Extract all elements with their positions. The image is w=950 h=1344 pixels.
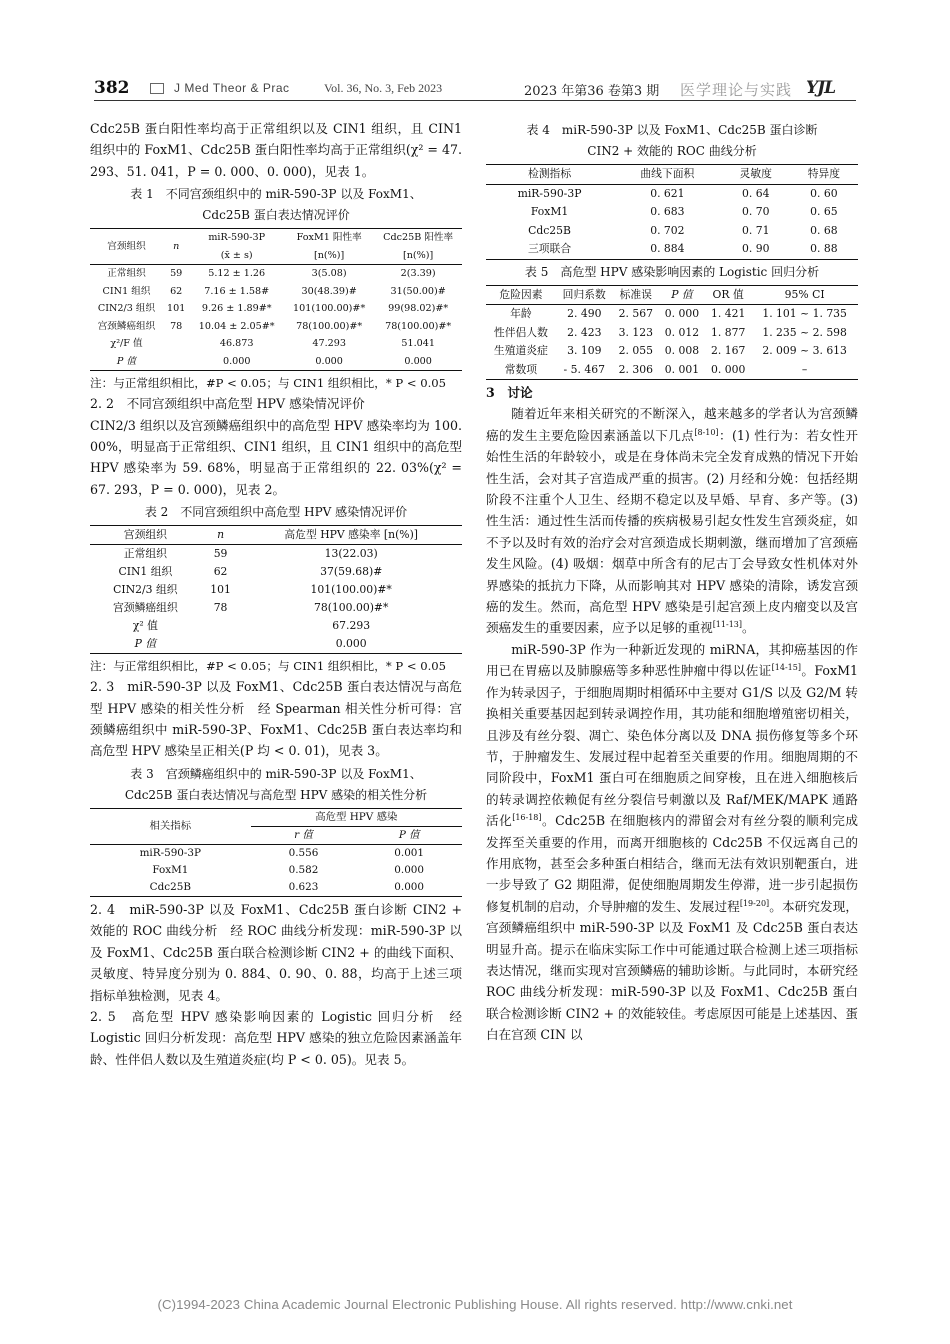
table-row xyxy=(486,222,858,241)
table-row xyxy=(90,283,462,301)
cell: 0. 884 xyxy=(613,240,722,259)
cell: 101(100.00)#* xyxy=(293,303,366,315)
cell xyxy=(163,353,189,371)
table-row xyxy=(486,184,858,203)
cell: 78(100.00)#* xyxy=(296,320,363,332)
page-number: 382 xyxy=(94,78,130,98)
cell: 30(48.39)# xyxy=(301,285,357,297)
cell: P 值 xyxy=(90,635,201,654)
table-row xyxy=(90,300,462,318)
cell: CIN2/3 组织 xyxy=(97,303,156,315)
cell: 3. 109 xyxy=(567,344,602,357)
cell: 0. 64 xyxy=(742,186,770,200)
header-rule xyxy=(94,100,856,101)
cell: 0. 68 xyxy=(810,223,838,237)
cell: 0.000 xyxy=(394,863,425,876)
table-row xyxy=(90,844,462,862)
cell: 3. 123 xyxy=(618,325,653,339)
cell: 2. 009 ~ 3. 613 xyxy=(762,344,847,357)
cell: 0.000 xyxy=(284,353,374,371)
cell: 性伴侣人数 xyxy=(493,325,548,339)
cell: 59 xyxy=(213,547,228,561)
table5-caption: 表 5 高危型 HPV 感染影响因素的 Logistic 回归分析 xyxy=(524,264,820,279)
volume-info: Vol. 36, No. 3, Feb 2023 xyxy=(324,81,443,95)
cell: 101 xyxy=(167,303,186,315)
cell: 1. 235 ~ 2. 598 xyxy=(762,325,847,339)
discussion-paragraph-2 xyxy=(486,639,858,1046)
citation: [16-18] xyxy=(512,812,542,822)
d2-part-b: 。FoxM1 作为转录因子，于细胞周期时相循环中主要对 G1/S 以及 G2/M 转换相关重要基因起到转录调控作用，其功能和细胞增殖密切相关，且涉及有丝分裂、凋亡、染色体分离以及 DNA 损伤修复等多个环节，于肿瘤发生、发展过程中起着至关重要的作用。细胞周期的不同阶段中，FoxM1 蛋白可在细胞质之间穿梭，且在进入细胞核后的转录调控依赖促有丝分裂信号刺激以及 Raf/MEK/MAPK 通路活化 xyxy=(486,663,858,829)
t2-h-group: 宫颈组织 xyxy=(90,526,201,545)
table-row xyxy=(90,265,462,283)
table-row xyxy=(90,617,462,635)
t1-h-foxm1: FoxM1 阳性率 xyxy=(284,229,374,247)
t1-h-mir: miR-590-3P xyxy=(189,229,284,247)
cell: FoxM1 xyxy=(530,205,569,218)
table3-caption xyxy=(90,764,462,806)
table-row xyxy=(90,563,462,581)
cell: 0.000 xyxy=(374,353,462,371)
issue-info-cn: 2023 年第36 卷第3 期 xyxy=(524,84,660,99)
cell: 2. 306 xyxy=(613,361,659,380)
cell: 0. 65 xyxy=(810,205,838,218)
cell: 1. 877 xyxy=(710,325,746,339)
table1-caption-line2: Cdc25B 蛋白表达情况评价 xyxy=(202,208,350,223)
cell: – xyxy=(751,361,858,380)
d1-part-a: 随着近年来相关研究的不断深入，越来越多的学者认为宫颈鳞癌的发生主要危险因素涵盖以下几点 xyxy=(486,406,858,443)
cell: 1. 101 ~ 1. 735 xyxy=(762,307,847,320)
table1-note: 注：与正常组织相比，#P < 0.05；与 CIN1 组织相比，* P < 0.05 xyxy=(90,376,447,391)
journal-name-en: J Med Theor & Prac xyxy=(174,81,290,95)
cell: 0. 008 xyxy=(664,344,700,357)
cell: χ²/F 值 xyxy=(110,338,143,350)
cell: 1. 421 xyxy=(710,307,746,320)
cell: FoxM1 xyxy=(152,863,189,876)
section-2-4-text: 2. 4 miR-590-3P 以及 FoxM1、Cdc25B 蛋白诊断 CIN2 + 效能的 ROC 曲线分析 经 ROC 曲线分析发现：miR-590-3P 以及 FoxM1、Cdc25B 蛋白联合检测诊断 CIN2 + 的曲线下面积、灵敏度、特异度分别为 0. 884、0. 90、0. 88，均高于上述三项指标单独检测，见表 4。 xyxy=(90,901,462,1003)
intro-paragraph: Cdc25B 蛋白阳性率均高于正常组织以及 CIN1 组织，且 CIN1 组织中的 FoxM1、Cdc25B 蛋白阳性率均高于正常组织(χ² = 47. 293、51. 041，P = 0. 000、0. 000)，见表 1。 xyxy=(90,121,462,179)
table-row xyxy=(486,361,858,380)
cell: P 值 xyxy=(90,353,163,371)
table1-caption xyxy=(90,184,462,226)
cell: Cdc25B xyxy=(90,879,251,897)
cell: 2. 423 xyxy=(567,325,602,339)
cell: 0. 88 xyxy=(790,240,858,259)
d2-part-d: 。本研究发现，宫颈鳞癌组织中 miR-590-3P 以及 FoxM1 及 Cdc25B 蛋白表达明显升高。提示在临床实际工作中可能通过联合检测上述三项指标表达情况，继而实现对宫颈鳞癌的辅助诊断。与此同时，本研究经 ROC 曲线分析发现：miR-590-3P 以及 FoxM1、Cdc25B 蛋白联合检测诊断 CIN2 + 的效能较佳。考虑原因可能是上述基因、蛋白在宫颈 CIN 以 xyxy=(486,898,859,1043)
table2-note: 注：与正常组织相比，#P < 0.05；与 CIN1 组织相比，* P < 0.05 xyxy=(90,659,447,674)
cell: 2. 567 xyxy=(618,307,653,320)
section-2-2-title: 2. 2 不同宫颈组织中高危型 HPV 感染情况评价 xyxy=(90,396,365,412)
cell: 62 xyxy=(170,285,183,297)
cell: 2. 167 xyxy=(710,344,746,357)
t1-h-group: 宫颈组织 xyxy=(90,229,163,265)
table3 xyxy=(90,808,462,897)
cell: 46.873 xyxy=(219,338,254,350)
table-row xyxy=(90,635,462,654)
table-row xyxy=(486,240,858,259)
t4-h-auc: 曲线下面积 xyxy=(613,165,722,185)
cell: 0.000 xyxy=(240,635,462,654)
copyright-footer: (C)1994-2023 China Academic Journal Electronic Publishing House. All rights reserved. http://www.cnki.net xyxy=(157,1297,793,1312)
cell xyxy=(163,335,189,353)
cell: 2. 490 xyxy=(567,307,602,320)
cell: 0.000 xyxy=(189,353,284,371)
t2-h-n: n xyxy=(201,526,241,545)
cell: 0. 001 xyxy=(659,361,705,380)
cell: 0. 90 xyxy=(722,240,790,259)
cell: 13(22.03) xyxy=(324,547,378,561)
cell: 0.001 xyxy=(394,846,425,859)
right-column xyxy=(486,118,858,1046)
d1-part-c: 。 xyxy=(742,620,755,636)
cell: 0.556 xyxy=(288,846,319,859)
table5 xyxy=(486,285,858,381)
cell: 常数项 xyxy=(486,361,556,380)
cell: 78(100.00)#* xyxy=(385,320,452,332)
cell: 78 xyxy=(170,320,183,332)
journal-logo: YJL xyxy=(806,78,836,98)
cell: 宫颈鳞癌组织 xyxy=(112,601,178,615)
citation: [11-13] xyxy=(712,620,742,630)
cell: 47.293 xyxy=(312,338,346,350)
table4-caption-line2: CIN2 + 效能的 ROC 曲线分析 xyxy=(587,144,757,158)
table-row xyxy=(90,318,462,336)
t4-h-spec: 特异度 xyxy=(790,165,858,185)
table-row xyxy=(90,879,462,897)
t5-h-se: 标准误 xyxy=(613,285,659,305)
table-row xyxy=(90,353,462,371)
cell: 正常组织 xyxy=(123,547,167,561)
cell: 31(50.00)# xyxy=(390,285,446,297)
left-column xyxy=(90,118,462,1070)
cell: miR-590-3P xyxy=(517,186,582,200)
cell: 正常组织 xyxy=(107,268,146,280)
cell: - 5. 467 xyxy=(556,361,613,380)
cell xyxy=(201,635,241,654)
cell: 0.582 xyxy=(288,863,319,876)
t2-h-rate: 高危型 HPV 感染率 [n(%)] xyxy=(240,526,462,545)
table-row xyxy=(90,862,462,879)
cell: 101(100.00)#* xyxy=(310,583,392,597)
t5-h-p: P 值 xyxy=(659,285,705,305)
cell: 78(100.00)#* xyxy=(313,601,389,615)
cell: 0. 60 xyxy=(810,186,838,200)
t3-h-p: P 值 xyxy=(356,826,462,844)
t3-h-r: r 值 xyxy=(251,826,357,844)
t5-h-factor: 危险因素 xyxy=(486,285,556,305)
section-3-title: 3 讨论 xyxy=(486,385,533,400)
cell: 年龄 xyxy=(510,307,532,320)
table-row xyxy=(90,545,462,564)
table4 xyxy=(486,164,858,260)
citation: [14-15] xyxy=(771,663,801,673)
citation: [19-20] xyxy=(739,898,770,908)
cell: 2(3.39) xyxy=(400,268,436,280)
section-2-2-text: CIN2/3 组织以及宫颈鳞癌组织中的高危型 HPV 感染率均为 100. 00%，明显高于正常组织、CIN1 组织，且 CIN1 组织中的高危型 HPV 感染率为 59. 68%，明显高于正常组织的 22. 03%(χ² = 67. 293，P = 0. 000)，见表 2。 xyxy=(90,417,462,497)
cell: 0.623 xyxy=(251,879,357,897)
journal-name-cn: 医学理论与实践 xyxy=(680,81,793,99)
t5-h-or: OR 值 xyxy=(705,285,751,305)
t1-h-foxm1-sub: [n(%)] xyxy=(284,247,374,265)
discussion-paragraph-1 xyxy=(486,403,858,638)
cell: 0. 000 xyxy=(705,361,751,380)
cell: 0. 702 xyxy=(650,223,685,237)
cell: 0. 683 xyxy=(650,205,685,218)
cell: 0. 000 xyxy=(664,307,700,320)
t1-h-n: n xyxy=(163,229,189,265)
table-row xyxy=(90,335,462,353)
cell: 59 xyxy=(170,268,183,280)
cell: 三项联合 xyxy=(486,240,613,259)
table-row xyxy=(486,324,858,343)
cell: χ² 值 xyxy=(132,619,158,633)
cell: CIN2/3 组织 xyxy=(113,583,178,597)
d1-part-b: ：(1) 性行为：若女性开始性生活的年龄较小，或是在身体尚未完全发育成熟的情况下开始性生活，会对其子宫造成严重的损害。(2) 月经和分娩：包括经期阶段不注重个人卫生、经期不稳定以及早婚、早育、多产等。(3) 性生活：通过性生活而传播的疾病极易引起女性发生宫颈炎症，如不予以及时有效的治疗会对宫颈造成长期刺激，继而增加了宫颈癌发生风险。(4) 吸烟：烟草中所含有的尼古丁会导致女性机体对外界感染的抵抗力下降，从而影响其对 HPV 感染的清除，诱发宫颈癌的发生。然而，高危型 HPV 感染是引起宫颈上皮内瘤变以及宫颈癌发生的重要因素，应予以足够的重视 xyxy=(486,427,858,636)
cell: 5.12 ± 1.26 xyxy=(208,268,266,280)
d2-part-a: miR-590-3P 作为一种新近发现的 miRNA，其抑癌基因的作用已在胃癌以及肺腺癌等多种恶性肿瘤中得以佐证 xyxy=(486,641,858,679)
cell: 0.000 xyxy=(356,879,462,897)
cell: 2. 055 xyxy=(618,344,653,357)
cell: 0. 71 xyxy=(742,223,770,237)
t5-h-coef: 回归系数 xyxy=(556,285,613,305)
t1-h-mir-sub: (x̄ ± s) xyxy=(189,247,284,265)
cell: 10.04 ± 2.05#* xyxy=(198,320,275,332)
cell xyxy=(201,617,241,635)
page-header xyxy=(94,78,856,104)
cell: 0. 621 xyxy=(650,186,685,200)
table2-caption: 表 2 不同宫颈组织中高危型 HPV 感染情况评价 xyxy=(144,505,408,520)
table-row xyxy=(90,599,462,617)
table-row xyxy=(486,305,858,324)
cell: CIN1 组织 xyxy=(102,285,151,297)
cell: Cdc25B xyxy=(528,223,571,237)
cell: miR-590-3P xyxy=(139,846,202,859)
table3-caption-line2: Cdc25B 蛋白表达情况与高危型 HPV 感染的相关性分析 xyxy=(124,787,428,802)
t3-h-hpv: 高危型 HPV 感染 xyxy=(251,808,462,826)
t4-h-sens: 灵敏度 xyxy=(722,165,790,185)
cell: 62 xyxy=(213,565,228,579)
cell: CIN1 组织 xyxy=(118,565,173,579)
t4-h-index: 检测指标 xyxy=(486,165,613,185)
table1 xyxy=(90,228,462,371)
citation: [8-10] xyxy=(694,427,719,437)
table1-caption-line1: 表 1 不同宫颈组织中的 miR-590-3P 以及 FoxM1、 xyxy=(130,187,422,202)
cell: 3(5.08) xyxy=(311,268,347,280)
cell: 51.041 xyxy=(401,338,435,350)
cell: 0. 70 xyxy=(742,205,770,218)
cell: 37(59.68)# xyxy=(320,565,383,579)
section-2-3-text: 2. 3 miR-590-3P 以及 FoxM1、Cdc25B 蛋白表达情况与高危型 HPV 感染的相关性分析 经 Spearman 相关性分析可得：宫颈鳞癌组织中 miR-590-3P、FoxM1、Cdc25B 蛋白表达率均和高危型 HPV 感染呈正相关(P 均 < 0. 01)，见表 3。 xyxy=(90,679,462,759)
table2 xyxy=(90,525,462,654)
cell: 78 xyxy=(213,601,228,615)
t5-h-ci: 95% CI xyxy=(751,285,858,305)
header-square-icon xyxy=(150,83,164,94)
cell: 101 xyxy=(210,583,231,597)
section-2-5-text: 2. 5 高危型 HPV 感染影响因素的 Logistic 回归分析 经 Logistic 回归分析发现：高危型 HPV 感染的独立危险因素涵盖年龄、性伴侣人数以及生殖道炎症(均 P < 0. 05)。见表 5。 xyxy=(90,1008,462,1067)
cell: 0. 012 xyxy=(664,325,700,339)
cell: 7.16 ± 1.58# xyxy=(204,285,270,297)
cell: 宫颈鳞癌组织 xyxy=(97,320,156,332)
cell: 生殖道炎症 xyxy=(493,344,548,357)
cell: 99(98.02)#* xyxy=(388,303,449,315)
table-row xyxy=(486,203,858,222)
cell: 67.293 xyxy=(332,619,371,633)
table-row xyxy=(90,581,462,599)
table3-caption-line1: 表 3 宫颈鳞癌组织中的 miR-590-3P 以及 FoxM1、 xyxy=(130,766,422,781)
t1-h-cdc: Cdc25B 阳性率 xyxy=(374,229,462,247)
t1-h-cdc-sub: [n(%)] xyxy=(374,247,462,265)
table4-caption-line1: 表 4 miR-590-3P 以及 FoxM1、Cdc25B 蛋白诊断 xyxy=(526,123,818,137)
table4-caption xyxy=(486,120,858,162)
d2-part-c: 。Cdc25B 在细胞核内的滞留会对有丝分裂的顺利完成发挥至关重要的作用，而离开细胞核的 Cdc25B 不仅远离自己的作用底物，甚至会多种蛋白相结合，继而无法有效识别靶蛋白，进一步导致了 G2 期阻滞，促使细胞周期发生停滞，进一步引起损伤修复机制的启动，介导肿瘤的发生、发展过程 xyxy=(486,813,858,914)
t3-h-index: 相关指标 xyxy=(90,808,251,844)
table-row xyxy=(486,342,858,361)
cell: 9.26 ± 1.89#* xyxy=(201,303,272,315)
